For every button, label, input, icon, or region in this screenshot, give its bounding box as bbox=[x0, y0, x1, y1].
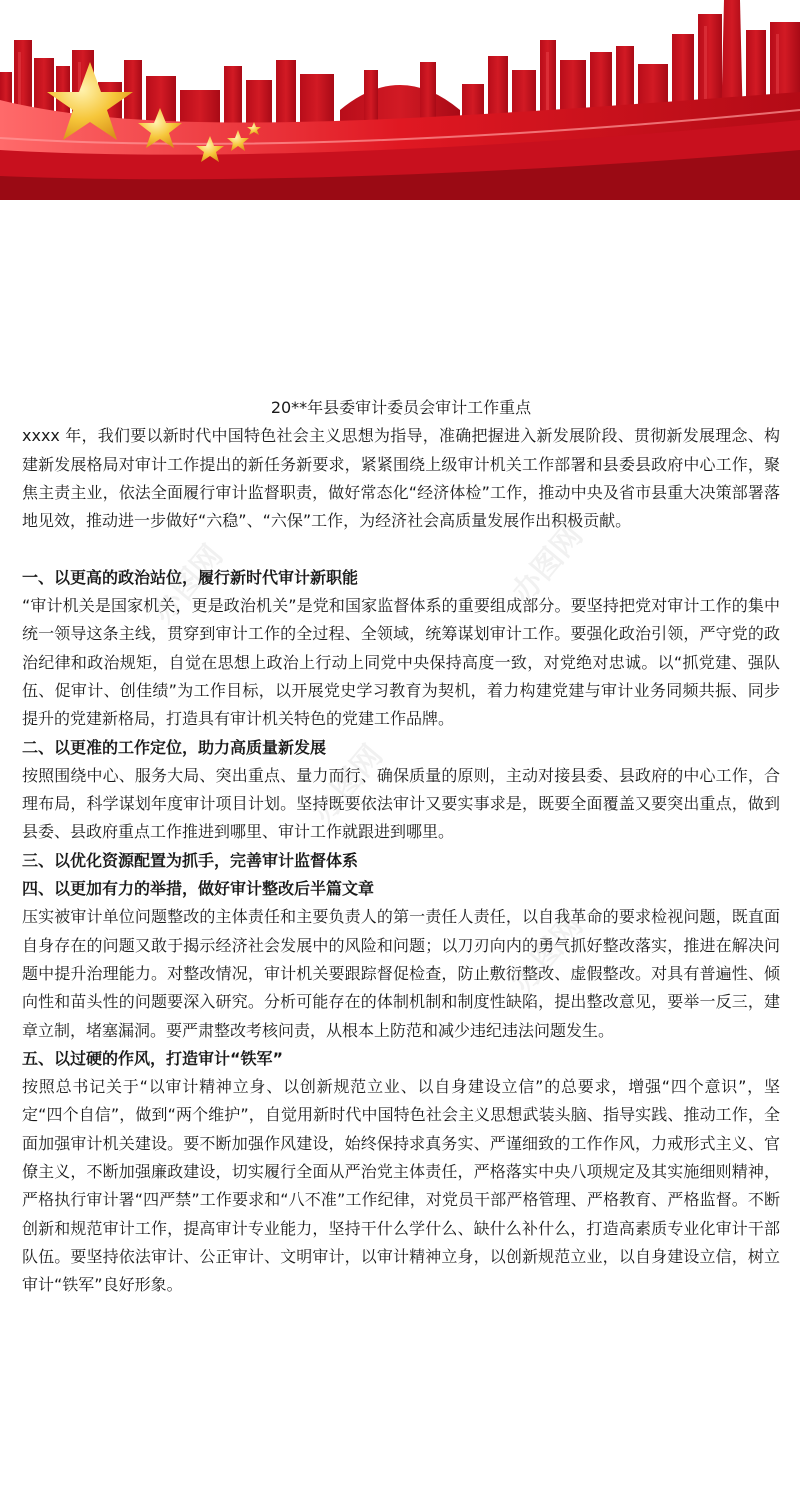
section-heading: 一、以更高的政治站位，履行新时代审计新职能 bbox=[22, 567, 359, 587]
intro-paragraph: xxxx 年，我们要以新时代中国特色社会主义思想为指导，准确把握进入新发展阶段、贯彻新发展理念、构建新发展格局对审计工作提出的新任务新要求，紧紧围绕上级审计机关工作部署和县委县政府中心工作，聚焦主责主业，依法全面履行审计监督职责，做好常态化“经济体检”工作，推动中央及省市县重大决策部署落地见效，推动进一步做好“六稳”、“六保”工作，为经济社会高质量发展作出积极贡献。 bbox=[22, 426, 780, 531]
watermark: 办图网 bbox=[145, 538, 231, 630]
watermark: 办图网 bbox=[305, 738, 391, 830]
section-heading: 三、以优化资源配置为抓手，完善审计监督体系 bbox=[22, 850, 359, 870]
blank-line bbox=[22, 535, 780, 563]
section-body: 按照围绕中心、服务大局、突出重点、量力而行、确保质量的原则，主动对接县委、县政府的中心工作，合理布局，科学谋划年度审计项目计划。坚持既要依法审计又要实事求是，既要全面覆盖又要突出重点，做到县委、县政府重点工作推进到哪里、审计工作就跟进到哪里。 bbox=[22, 765, 780, 842]
watermark: 办图网 bbox=[505, 908, 591, 1000]
section-body: 按照总书记关于“以审计精神立身、以创新规范立业、以自身建设立信”的总要求，增强“四个意识”，坚定“四个自信”，做到“两个维护”，自觉用新时代中国特色社会主义思想武装头脑、指导实践、推动工作，全面加强审计机关建设。要不断加强作风建设，始终保持求真务实、严谨细致的工作作风，力戒形式主义、官僚主义，不断加强廉政建设，切实履行全面从严治党主体责任，严格落实中央八项规定及其实施细则精神，严格执行审计署“四严禁”工作要求和“八不准”工作纪律，对党员干部严格管理、严格教育、严格监督。不断创新和规范审计工作，提高审计专业能力，坚持干什么学什么、缺什么补什么，打造高素质专业化审计干部队伍。要坚持依法审计、公正审计、文明审计，以审计精神立身，以创新规范立业，以自身建设立信，树立审计“铁军”良好形象。 bbox=[22, 1077, 780, 1295]
section-heading: 四、以更加有力的举措，做好审计整改后半篇文章 bbox=[22, 879, 375, 899]
header-banner bbox=[0, 0, 800, 200]
section-body: “审计机关是国家机关，更是政治机关”是党和国家监督体系的重要组成部分。要坚持把党对审计工作的集中统一领导这条主线，贯穿到审计工作的全过程、全领域，统筹谋划审计工作。要强化政治引领，严守党的政治纪律和政治规矩，自觉在思想上政治上行动上同党中央保持高度一致，对党绝对忠诚。以“抓党建、强队伍、促审计、创佳绩”为工作目标，以开展党史学习教育为契机，着力构建党建与审计业务同频共振、同步提升的党建新格局，打造具有审计机关特色的党建工作品牌。 bbox=[22, 596, 780, 729]
section-heading: 五、以过硬的作风，打造审计“铁军” bbox=[22, 1048, 284, 1068]
document-title: 20**年县委审计委员会审计工作重点 bbox=[270, 398, 532, 417]
section-heading: 二、以更准的工作定位，助力高质量新发展 bbox=[22, 737, 327, 757]
banner-graphic bbox=[0, 0, 800, 200]
section-body: 压实被审计单位问题整改的主体责任和主要负责人的第一责任人责任，以自我革命的要求检视问题，既直面自身存在的问题又敢于揭示经济社会发展中的风险和问题；以刀刃向内的勇气抓好整改落实，推进在解决问题中提升治理能力。对整改情况，审计机关要跟踪督促检查，防止敷衍整改、虚假整改。对具有普遍性、倾向性和苗头性的问题要深入研究。分析可能存在的体制机制和制度性缺陷，提出整改意见，要举一反三，建章立制，堵塞漏洞。要严肃整改考核问责，从根本上防范和减少违纪违法问题发生。 bbox=[22, 907, 780, 1040]
watermark: 办图网 bbox=[505, 518, 591, 610]
document-body bbox=[22, 394, 780, 1300]
